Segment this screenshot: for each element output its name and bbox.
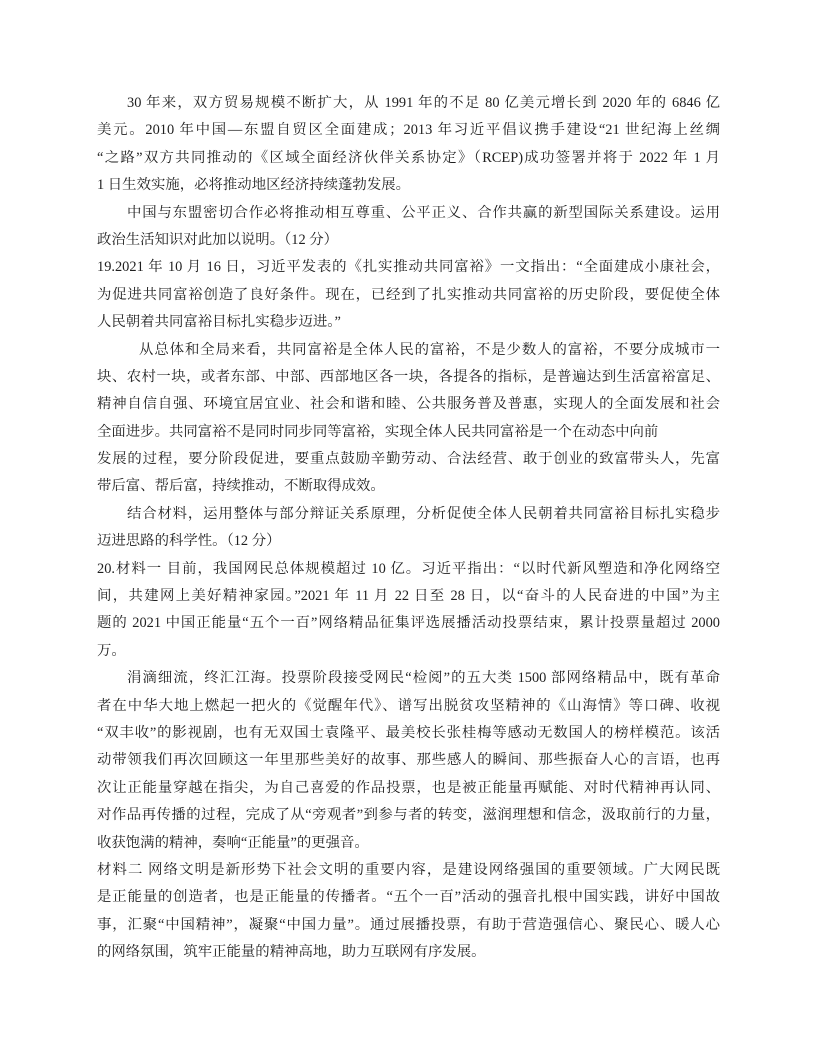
text-line: 迈进思路的科学性。（12 分） <box>97 533 281 550</box>
text-line: 从总体和全局来看，共同富裕是全体人民的富裕，不是少数人的富裕，不要分成城市一 <box>139 341 720 358</box>
text-line: 间，共建网上美好精神家园。”2021 年 11 月 22 日至 28 日，以“奋斗的人民奋进的中国”为主 <box>97 588 720 605</box>
text-line: 事，汇聚“中国精神”，凝聚“中国力量”。通过展播投票，有助于营造强信心、聚民心、暖人心 <box>97 916 720 933</box>
paragraph <box>97 501 720 556</box>
text-line: 人民朝着共同富裕目标扎实稳步迈进。” <box>97 314 341 331</box>
document-body <box>97 90 720 967</box>
text-line: 1 日生效实施，必将推动地区经济持续蓬勃发展。 <box>97 177 410 194</box>
text-line: 材料二 网络文明是新形势下社会文明的重要内容，是建设网络强国的重要领域。广大网民既 <box>97 861 720 878</box>
text-line: 的网络氛围，筑牢正能量的精神高地，助力互联网有序发展。 <box>97 944 486 961</box>
text-line: “双丰收”的影视剧，也有无双国士袁隆平、最美校长张桂梅等感动无数国人的榜样模范。该活 <box>97 724 720 741</box>
text-line: 结合材料，运用整体与部分辩证关系原理，分析促使全体人民朝着共同富裕目标扎实稳步 <box>127 505 720 522</box>
text-line: 为促进共同富裕创造了良好条件。现在，已经到了扎实推动共同富裕的历史阶段，要促使全体 <box>97 286 720 303</box>
paragraph <box>97 857 720 967</box>
text-line: 对作品再传播的过程，完成了从“旁观者”到参与者的转变，滋润理想和信念，汲取前行的力量， <box>97 807 720 824</box>
paragraph <box>97 200 720 255</box>
text-line: “之路”双方共同推动的《区域全面经济伙伴关系协定》（RCEP)成功签署并将于 2022 年 1 月 <box>97 149 720 166</box>
paragraph <box>97 665 720 857</box>
text-line: 带后富、帮后富，持续推动，不断取得成效。 <box>97 478 385 495</box>
text-line: 20.材料一 目前，我国网民总体规模超过 10 亿。习近平指出：“以时代新风塑造和净化网络空 <box>97 560 720 577</box>
text-line: 涓滴细流，终汇江海。投票阶段接受网民“检阅”的五大类 1500 部网络精品中，既有革命 <box>127 670 720 687</box>
text-line: 19.2021 年 10 月 16 日，习近平发表的《扎实推动共同富裕》一文指出：“全面建成小康社会， <box>97 259 720 276</box>
text-line: 者在中华大地上燃起一把火的《觉醒年代》、谱写出脱贫攻坚精神的《山海情》等口碑、收视 <box>97 697 720 714</box>
paragraph <box>97 337 720 501</box>
text-line: 中国与东盟密切合作必将推动相互尊重、公平正义、合作共赢的新型国际关系建设。运用 <box>127 204 720 221</box>
text-line: 30 年来，双方贸易规模不断扩大，从 1991 年的不足 80 亿美元增长到 2020 年的 6846 亿 <box>127 95 720 111</box>
paragraph <box>97 254 720 336</box>
text-line: 是正能量的创造者，也是正能量的传播者。“五个一百”活动的强音扎根中国实践，讲好中国故 <box>97 889 720 906</box>
text-line: 块、农村一块，或者东部、中部、西部地区各一块，各提各的指标，是普遍达到生活富裕富足、 <box>97 368 720 385</box>
text-line: 全面进步。共同富裕不是同时同步同等富裕，实现全体人民共同富裕是一个在动态中向前 <box>97 423 659 440</box>
text-line: 题的 2021 中国正能量“五个一百”网络精品征集评选展播活动投票结束，累计投票量超过 2000 <box>97 615 720 632</box>
text-line: 收获饱满的精神，奏响“正能量”的更强音。 <box>97 834 369 851</box>
text-line: 次让正能量穿越在指尖，为自己喜爱的作品投票，也是被正能量再赋能、对时代精神再认同、 <box>97 779 720 796</box>
paragraph <box>97 556 720 666</box>
text-line: 动带领我们再次回顾这一年里那些美好的故事、那些感人的瞬间、那些振奋人心的言语，也再 <box>97 752 720 769</box>
paragraph <box>97 90 720 200</box>
text-line: 发展的过程，要分阶段促进，要重点鼓励辛勤劳动、合法经营、敢于创业的致富带头人，先富 <box>97 451 720 468</box>
text-line: 万。 <box>97 642 126 659</box>
text-line: 精神自信自强、环境宜居宜业、社会和谐和睦、公共服务普及普惠，实现人的全面发展和社会 <box>97 396 720 413</box>
text-line: 美元。2010 年中国—东盟自贸区全面建成；2013 年习近平倡议携手建设“21 世纪海上丝绸 <box>97 122 720 139</box>
text-line: 政治生活知识对此加以说明。（12 分） <box>97 231 339 248</box>
